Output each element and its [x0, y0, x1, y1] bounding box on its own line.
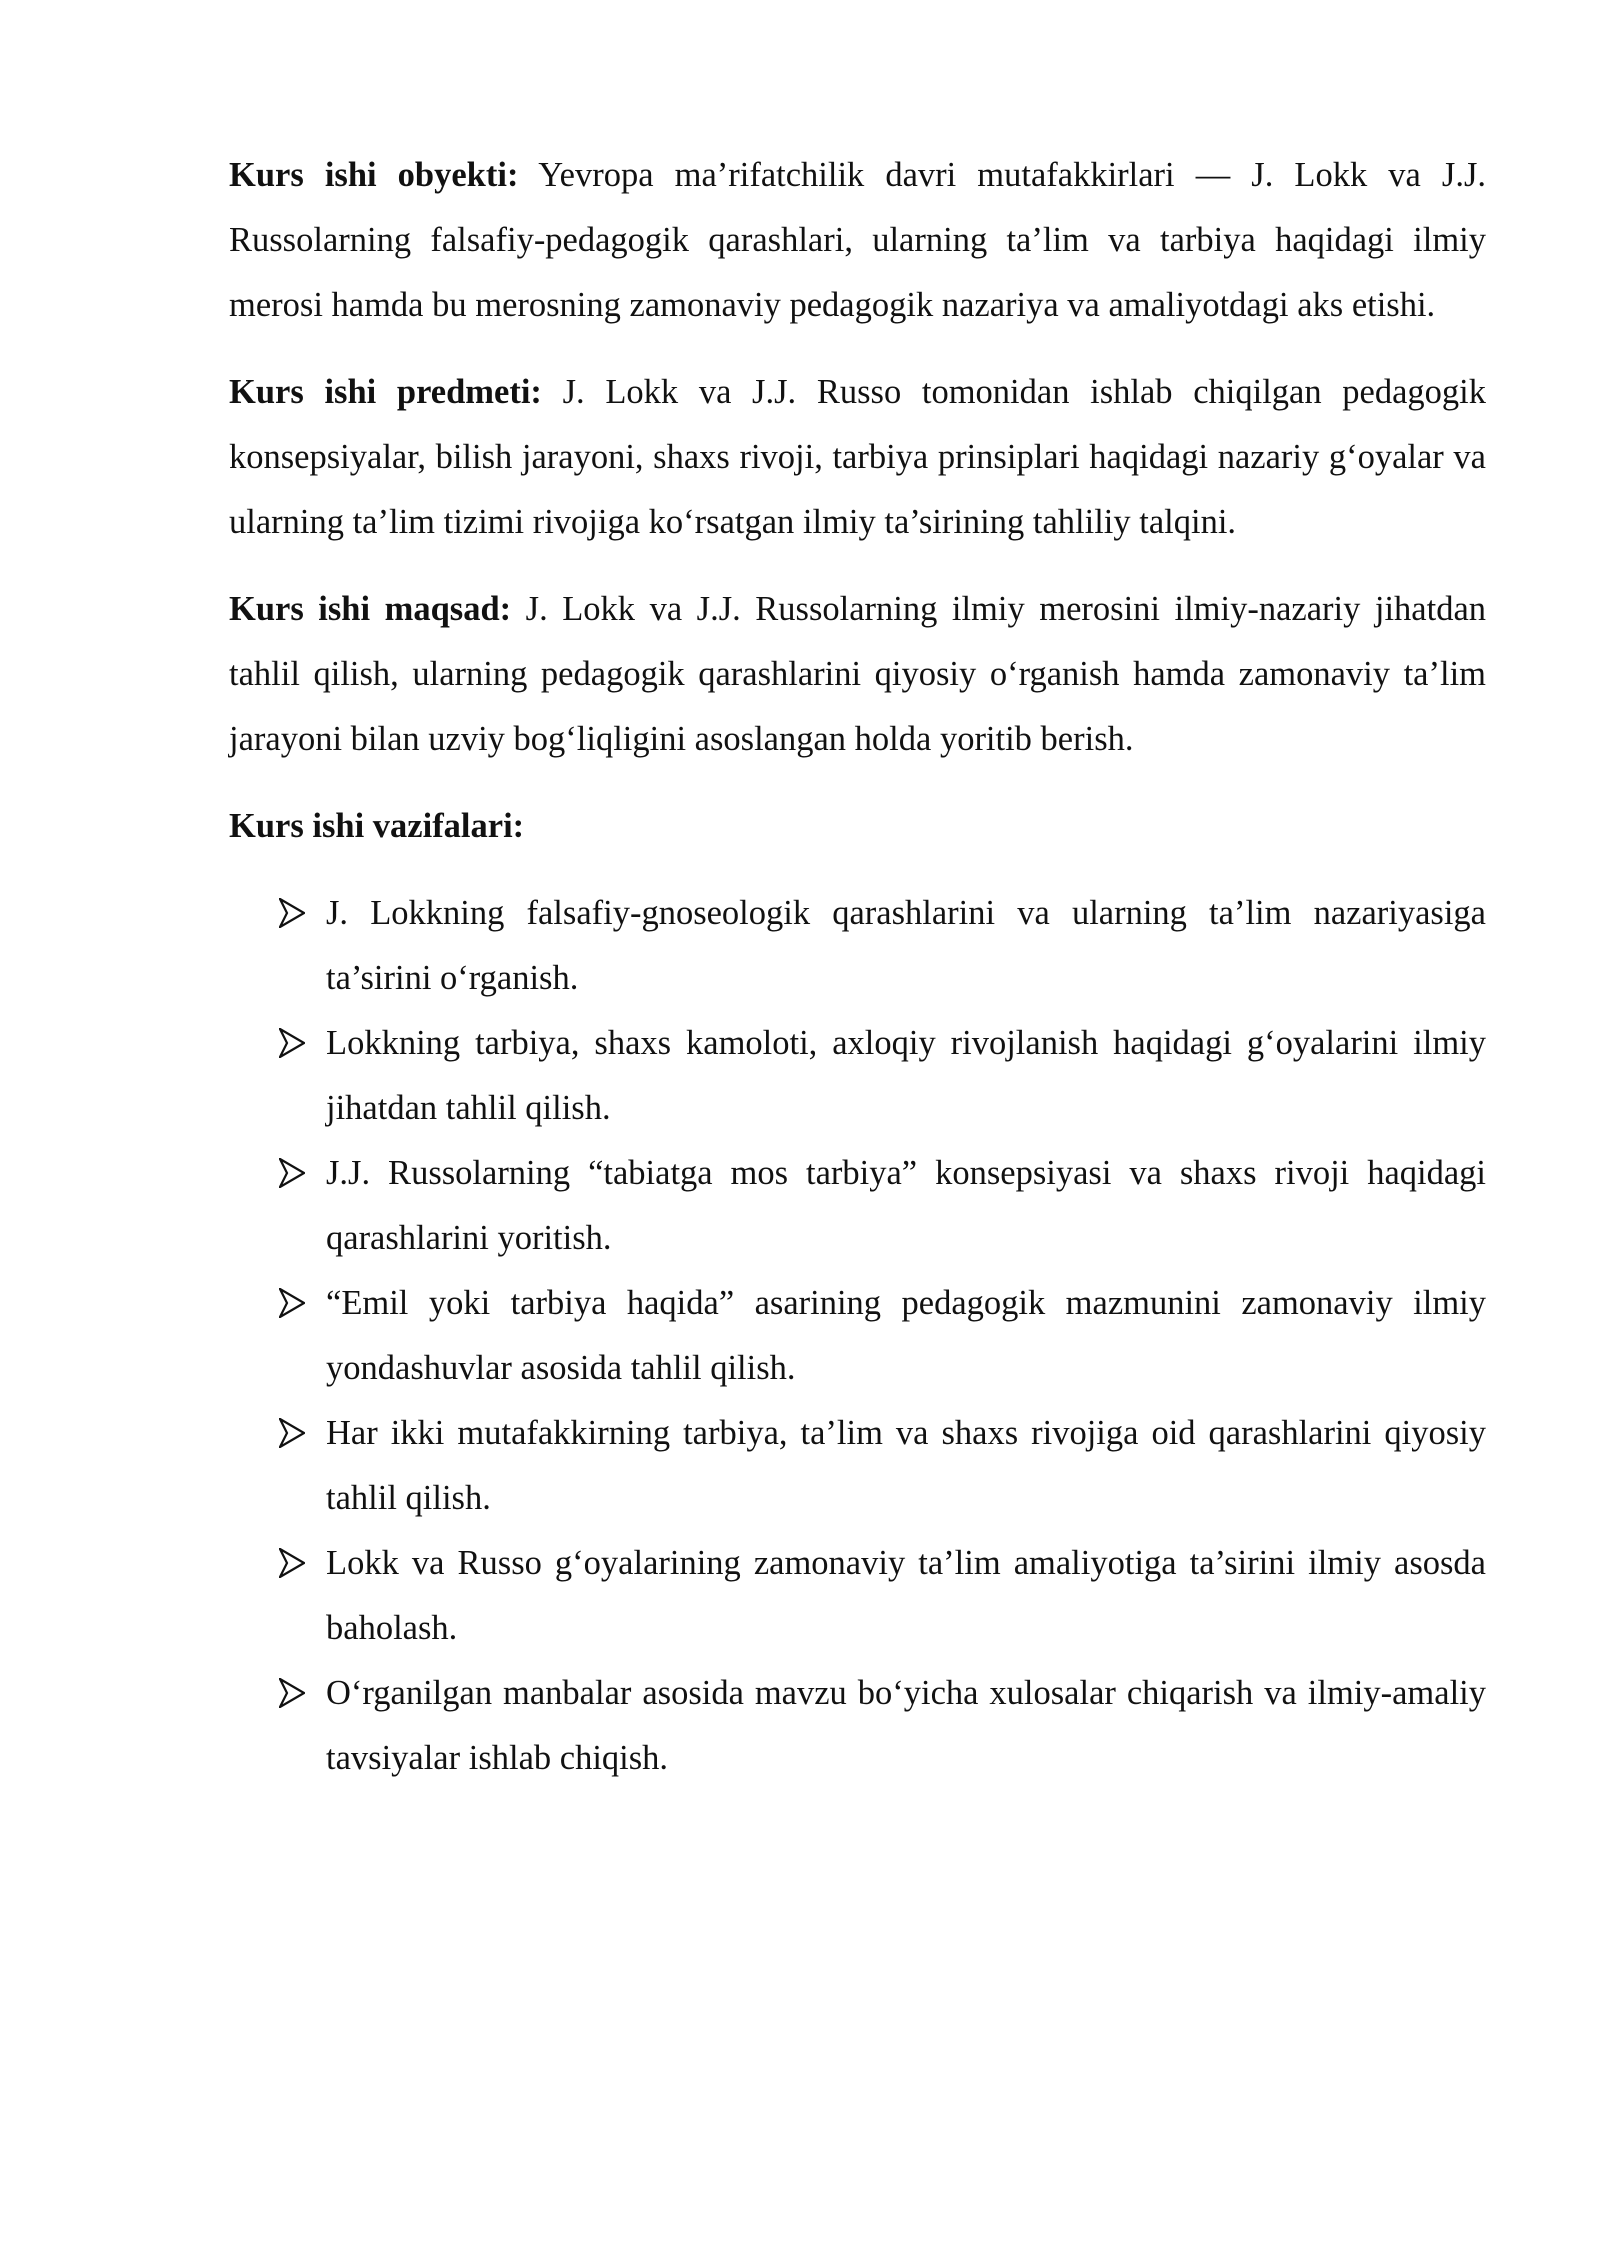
- label-goal: Kurs ishi maqsad:: [229, 590, 512, 628]
- list-item: [229, 1661, 1486, 1791]
- text-goal: J. Lokk va J.J. Russolarning ilmiy merosini ilmiy-nazariy jihatdan tahlil qilish, ularning pedagogik qarashlarini qiyosiy o‘rganish hamda zamonaviy ta’lim jarayoni bilan uzviy bog‘liqligini asoslangan holda yoritib berish.: [229, 590, 1487, 758]
- arrowhead-bullet-icon: [279, 1288, 305, 1318]
- arrowhead-bullet-icon: [279, 1028, 305, 1058]
- task-text: “Emil yoki tarbiya haqida” asarining pedagogik mazmunini zamonaviy ilmiy yondashuvlar asosida tahlil qilish.: [326, 1284, 1486, 1387]
- tasks-heading: Kurs ishi vazifalari:: [229, 807, 525, 845]
- text-subject: J. Lokk va J.J. Russo tomonidan ishlab chiqilgan pedagogik konsepsiyalar, bilish jarayoni, shaxs rivoji, tarbiya prinsiplari haqidagi nazariy g‘oyalar va ularning ta’lim tizimi rivojiga ko‘rsatgan ilmiy ta’sirining tahliliy talqini.: [229, 373, 1486, 541]
- list-item: [229, 1141, 1486, 1271]
- label-object: Kurs ishi obyekti:: [229, 156, 519, 194]
- task-text: J. Lokkning falsafiy-gnoseologik qarashlarini va ularning ta’lim nazariyasiga ta’sirini o‘rganish.: [326, 894, 1486, 997]
- list-item: [229, 881, 1486, 1011]
- task-text: O‘rganilgan manbalar asosida mavzu bo‘yicha xulosalar chiqarish va ilmiy-amaliy tavsiyalar ishlab chiqish.: [326, 1674, 1486, 1777]
- task-text: Har ikki mutafakkirning tarbiya, ta’lim va shaxs rivojiga oid qarashlarini qiyosiy tahlil qilish.: [326, 1414, 1486, 1517]
- task-text: J.J. Russolarning “tabiatga mos tarbiya” konsepsiyasi va shaxs rivoji haqidagi qarashlarini yoritish.: [326, 1154, 1486, 1257]
- paragraph-subject: [229, 360, 1486, 555]
- list-item: [229, 1271, 1486, 1401]
- list-item: [229, 1531, 1486, 1661]
- arrowhead-bullet-icon: [279, 1548, 305, 1578]
- tasks-list: [229, 881, 1486, 1791]
- list-item: [229, 1401, 1486, 1531]
- text-object: Yevropa ma’rifatchilik davri mutafakkirlari — J. Lokk va J.J. Russolarning falsafiy-pedagogik qarashlari, ularning ta’lim va tarbiya haqidagi ilmiy merosi hamda bu merosning zamonaviy pedagogik nazariya va amaliyotdagi aks etishi.: [229, 156, 1487, 324]
- task-text: Lokkning tarbiya, shaxs kamoloti, axloqiy rivojlanish haqidagi g‘oyalarini ilmiy jihatdan tahlil qilish.: [326, 1024, 1486, 1127]
- document-page: [229, 143, 1486, 1791]
- arrowhead-bullet-icon: [279, 898, 305, 928]
- paragraph-object: [229, 143, 1486, 338]
- label-subject: Kurs ishi predmeti:: [229, 373, 542, 411]
- list-item: [229, 1011, 1486, 1141]
- arrowhead-bullet-icon: [279, 1418, 305, 1448]
- arrowhead-bullet-icon: [279, 1158, 305, 1188]
- arrowhead-bullet-icon: [279, 1678, 305, 1708]
- paragraph-goal: [229, 577, 1486, 772]
- task-text: Lokk va Russo g‘oyalarining zamonaviy ta’lim amaliyotiga ta’sirini ilmiy asosda baholash.: [326, 1544, 1486, 1647]
